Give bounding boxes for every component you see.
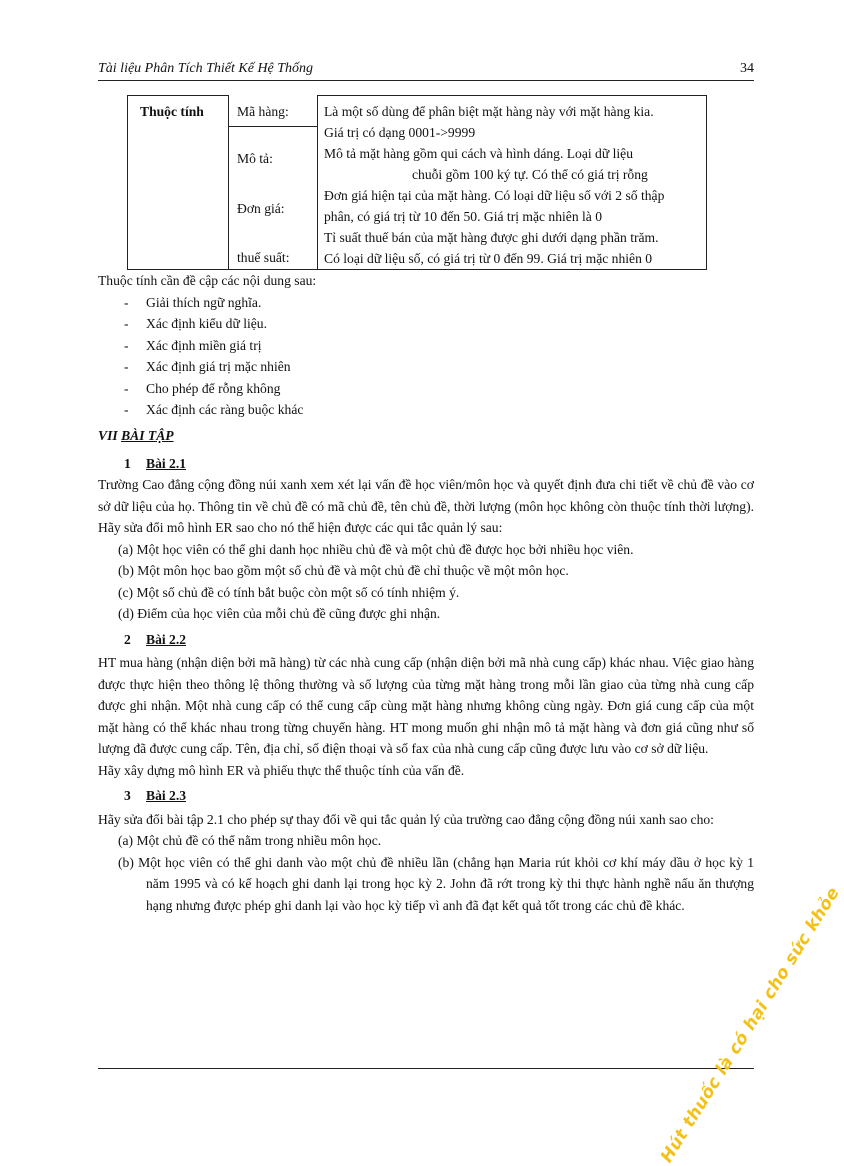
- attribute-label: Mô tả:: [237, 151, 273, 167]
- list-item: - Cho phép để rỗng không: [124, 380, 281, 396]
- attribute-table: [127, 95, 707, 270]
- exercise-2-heading: 2 Bài 2.2: [124, 631, 187, 647]
- table-row: [128, 96, 707, 127]
- attr-list: [98, 292, 754, 421]
- description-line: Mô tả mặt hàng gồm qui cách và hình dáng. Loại dữ liệu: [324, 146, 633, 161]
- section-heading: VII BÀI TẬP: [98, 428, 174, 443]
- exercise-3-text: Hãy sửa đổi bài tập 2.1 cho phép sự thay đổi về qui tắc quản lý của trường cao đẳng cộng đồng núi xanh sao cho:: [98, 811, 714, 827]
- exercise-1-item: (b) Một môn học bao gồm một số chủ đề và một chủ đề chỉ thuộc về một môn học.: [118, 563, 569, 578]
- list-item: - Xác định giá trị mặc nhiên: [124, 359, 291, 374]
- attribute-label: Đơn giá:: [237, 200, 285, 216]
- description-line: Đơn giá hiện tại của mặt hàng. Có loại dữ liệu số với 2 số thập: [324, 188, 665, 203]
- description-line: Giá trị có dạng 0001->9999: [324, 125, 476, 140]
- exercise-3-heading: 3 Bài 2.3: [124, 788, 187, 803]
- watermark-text: Hút thuốc là có hại cho sức khỏe: [656, 883, 844, 1166]
- exercise-1-item: (d) Điểm của học viên của mỗi chủ đề cũng được ghi nhận.: [118, 606, 441, 621]
- attribute-description-cell: [318, 96, 707, 270]
- exercise-2-text: HT mua hàng (nhận diện bởi mã hàng) từ các nhà cung cấp (nhận diện bởi mã nhà cung cấp) khác nhau. Việc giao hàng được thực hiện theo thông lệ thông thường và số lượng của từng mặt hàng trong mỗi lần giao của từng nhà cung cấp được ghi nhận. Một nhà cung cấp có thể cung cấp cùng mặt hàng nhưng không cùng ngày. Đơn giá cung cấp của một mặt hàng có thể khác nhau trong từng chuyến hàng. HT mong muốn ghi nhận mô tả mặt hàng và đơn giá cũng như số lượng đã được cung cấp. Tên, địa chỉ, số điện thoại và số fax của nhà cung cấp cũng được lưu vào cơ sở dữ liệu.: [98, 655, 754, 756]
- header-title: Tài liệu Phân Tích Thiết Kế Hệ Thống: [98, 61, 314, 76]
- attribute-header-cell: Thuộc tính: [128, 96, 229, 270]
- list-item: - Giải thích ngữ nghĩa.: [124, 294, 262, 310]
- description-line: Là một số dùng để phân biệt mặt hàng này với mặt hàng kia.: [324, 104, 654, 119]
- description-line: chuỗi gồm 100 ký tự. Có thể có giá trị rỗng: [412, 167, 648, 182]
- attr-intro: Thuộc tính cần đề cập các nội dung sau:: [98, 273, 317, 288]
- exercise-1-item: (c) Một số chủ đề có tính bắt buộc còn một số có tính nhiệm ý.: [118, 584, 460, 600]
- watermark-stamp: [590, 883, 844, 1166]
- exercise-2-task: Hãy xây dựng mô hình ER và phiếu thực thể thuộc tính của vấn đề.: [98, 762, 465, 778]
- exercise-1-text: Trường Cao đẳng cộng đồng núi xanh xem xét lại vấn đề học viên/môn học và quyết định đưa chi tiết về chủ đề vào cơ sở dữ liệu của họ. Thông tin về chủ đề có mã chủ đề, tên chủ đề, thời lượng (môn học không còn thuộc tính thời lượng). Hãy sửa đổi mô hình ER sao cho nó thể hiện được các qui tắc quản lý sau:: [98, 477, 754, 535]
- attribute-notes: [98, 270, 754, 421]
- description-line: phân, có giá trị từ 10 đến 50. Giá trị mặc nhiên là 0: [324, 209, 603, 224]
- attribute-label: thuế suất:: [229, 226, 318, 270]
- page-header: [98, 60, 754, 81]
- exercise-1-item: (a) Một học viên có thể ghi danh học nhiều chủ đề và một chủ đề được học bởi nhiều học viên.: [118, 541, 634, 557]
- description-line: Tỉ suất thuế bán của mặt hàng được ghi dưới dạng phần trăm.: [324, 230, 659, 245]
- list-item: - Xác định các ràng buộc khác: [124, 402, 304, 417]
- exercise-1-heading: 1 Bài 2.1: [124, 455, 187, 471]
- exercise-3-item: (b) Một học viên có thể ghi danh vào một chủ đề nhiều lần (chẳng hạn Maria rút khỏi cơ khí máy dầu ở học kỳ 1 năm 1995 và có kế hoạch ghi danh lại trong học kỳ 2. John đã rớt trong kỳ thi thực hành nghề nấu ăn thượng hạng nhưng được phép ghi danh lại vào học kỳ tiếp vì anh đã đạt kết quả tốt trong các chủ đề khác.: [118, 854, 754, 913]
- list-item: - Xác định miền giá trị: [124, 337, 262, 353]
- description-line: Có loại dữ liệu số, có giá trị từ 0 đến 99. Giá trị mặc nhiên 0: [324, 251, 653, 266]
- page-number: 34: [740, 61, 754, 76]
- attribute-label: Mã hàng:: [229, 96, 318, 127]
- list-item: - Xác định kiểu dữ liệu.: [124, 316, 267, 331]
- exercise-section: [98, 425, 754, 916]
- exercise-3-item: (a) Một chủ đề có thể nằm trong nhiều môn học.: [118, 833, 382, 848]
